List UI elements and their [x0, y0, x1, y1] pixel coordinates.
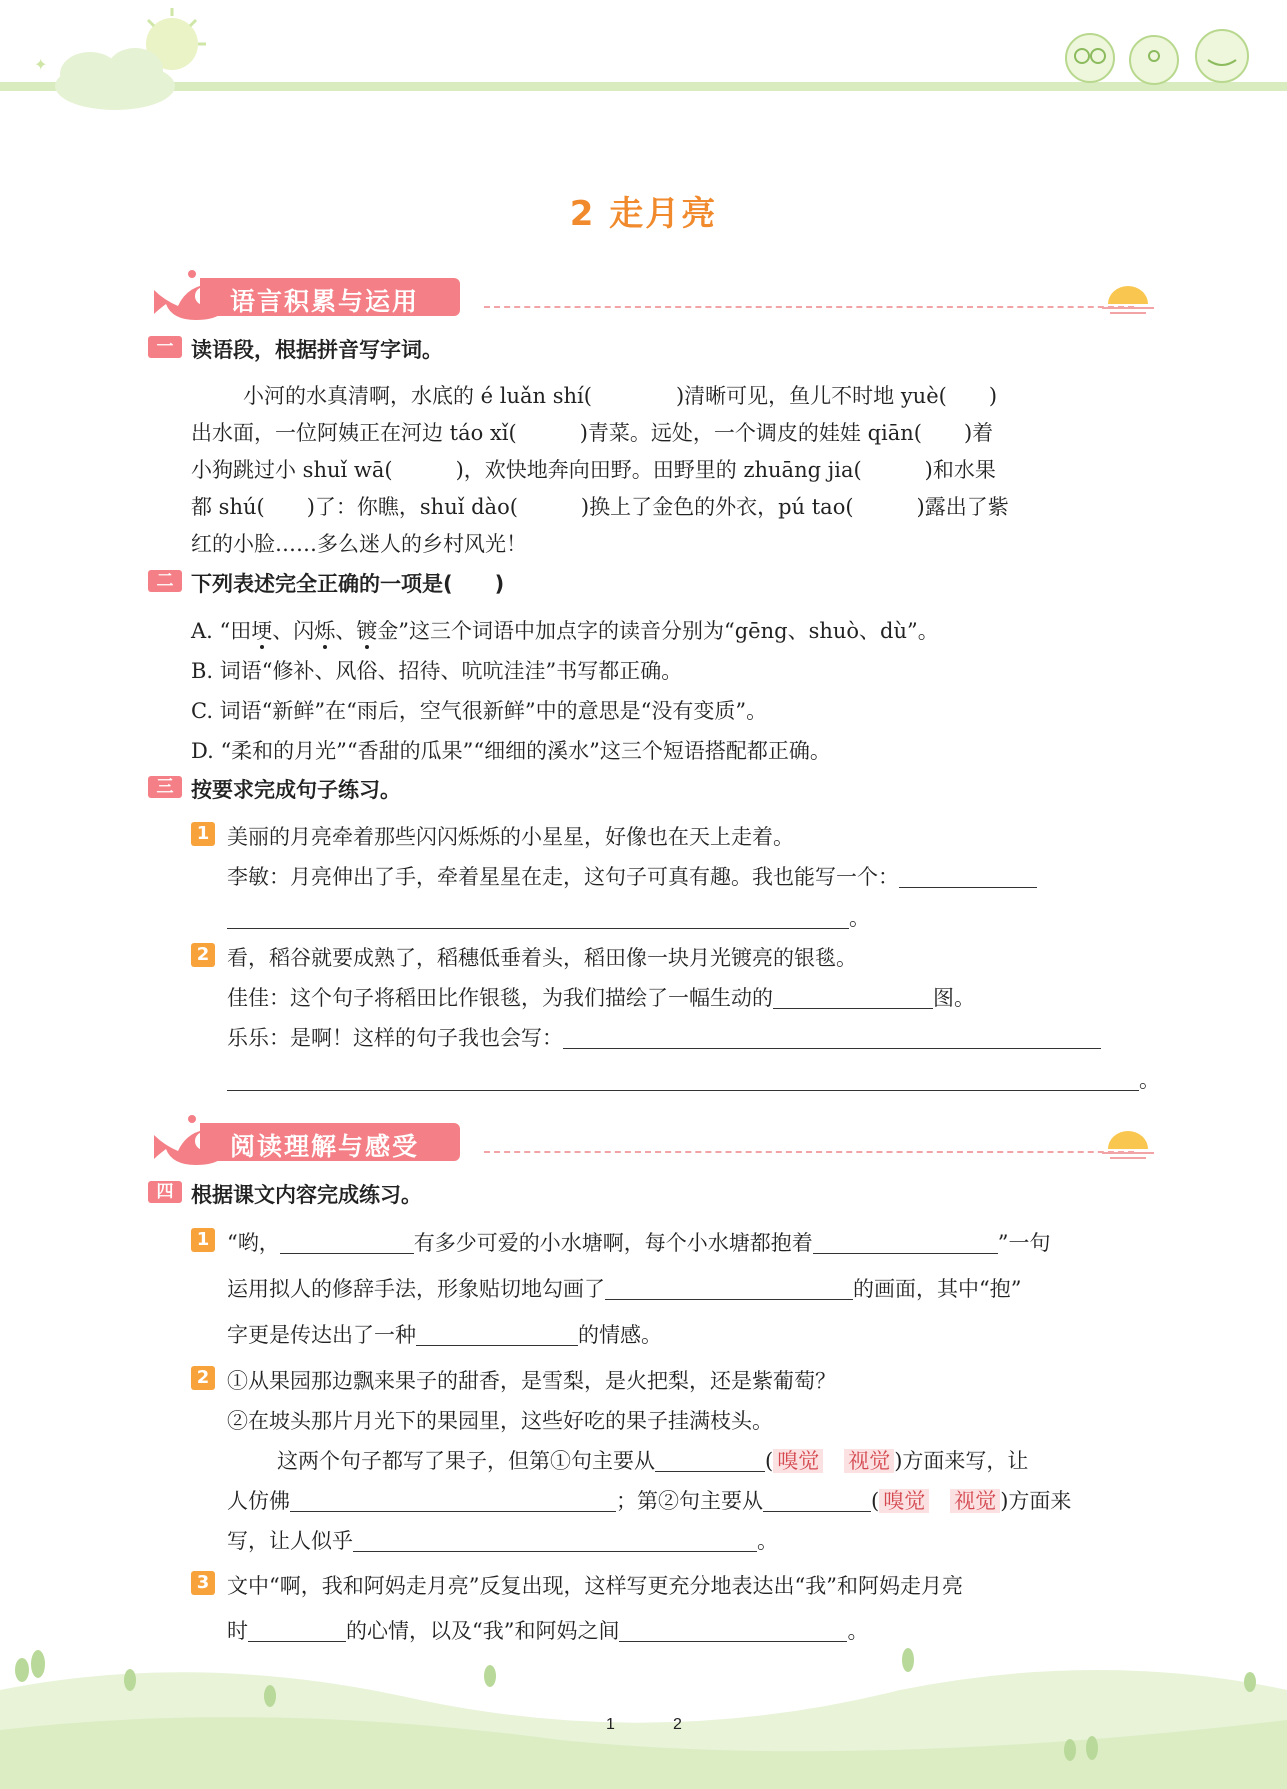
- answer-blank[interactable]: [416, 1324, 578, 1346]
- option-b: B. 词语“修补、风俗、招待、吭吭洼洼”书写都正确。: [191, 659, 683, 683]
- item-text: 时 的心情，以及“我”和阿妈之间 。: [227, 1619, 869, 1643]
- question-title-1: 读语段，根据拼音写字词。: [191, 338, 443, 362]
- item-number: 3: [191, 1571, 215, 1595]
- section-title-language: 语言积累与运用: [230, 287, 420, 316]
- option-c: C. 词语“新鲜”在“雨后，空气很新鲜”中的意思是“没有变质”。: [191, 699, 768, 723]
- question-badge-3: 三: [148, 776, 182, 798]
- answer-blank[interactable]: [605, 1278, 853, 1300]
- answer-blank[interactable]: [280, 1232, 414, 1254]
- question-title-3: 按要求完成句子练习。: [191, 778, 401, 802]
- item-text: 字更是传达出了一种 的情感。: [227, 1323, 662, 1347]
- item-number: 2: [191, 943, 215, 967]
- answer-blank[interactable]: [899, 866, 1037, 888]
- dashed-divider: [484, 306, 1134, 308]
- sun-cloud-decoration: [20, 4, 210, 114]
- item-text: “哟， 有多少可爱的小水塘啊，每个小水塘都抱着 ”一句: [227, 1231, 1051, 1255]
- choice-option[interactable]: 嗅觉: [773, 1449, 823, 1473]
- footer-hills-decoration: [0, 1630, 1287, 1789]
- question-badge-1: 一: [148, 336, 182, 358]
- answer-blank[interactable]: [227, 1069, 1139, 1091]
- answer-blank[interactable]: [227, 907, 849, 929]
- question-badge-2: 二: [148, 570, 182, 592]
- answer-blank[interactable]: [773, 987, 933, 1009]
- animal-faces-decoration: [1058, 20, 1258, 86]
- option-a: A. “田埂、闪烁、镀金”这三个词语中加点字的读音分别为“gēng、shuò、dù”。: [191, 619, 939, 643]
- section-banner-reading: [148, 1113, 1158, 1173]
- item-sentence: ②在坡头那片月光下的果园里，这些好吃的果子挂满枝头。: [227, 1409, 773, 1433]
- choice-option[interactable]: 嗅觉: [879, 1489, 929, 1513]
- section-title-reading: 阅读理解与感受: [230, 1132, 420, 1161]
- option-d: D. “柔和的月光”“香甜的瓜果”“细细的溪水”这三个短语搭配都正确。: [191, 739, 831, 763]
- item-text: 文中“啊，我和阿妈走月亮”反复出现，这样写更充分地表达出“我”和阿妈走月亮: [227, 1574, 963, 1598]
- item-prompt: 乐乐：是啊！这样的句子我也会写：: [227, 1022, 1101, 1052]
- page-number-left: 1: [606, 1716, 615, 1733]
- question-title-4: 根据课文内容完成练习。: [191, 1183, 422, 1207]
- choice-option[interactable]: 视觉: [844, 1449, 894, 1473]
- question-badge-4: 四: [148, 1181, 182, 1203]
- answer-blank[interactable]: [290, 1490, 616, 1512]
- item-number: 1: [191, 822, 215, 846]
- passage-line: 小狗跳过小 shuǐ wā( )，欢快地奔向田野。田野里的 zhuāng jia( )和水果: [191, 458, 996, 482]
- item-prompt: 李敏：月亮伸出了手，牵着星星在走，这句子可真有趣。我也能写一个：: [227, 861, 1037, 891]
- item-answer-line: 。: [227, 1064, 1160, 1094]
- passage-line: 出水面，一位阿姨正在河边 táo xǐ( )青菜。远处，一个调皮的娃娃 qiān( )着: [191, 421, 994, 445]
- item-sentence: 美丽的月亮牵着那些闪闪烁烁的小星星，好像也在天上走着。: [227, 825, 794, 849]
- item-answer-line: 。: [227, 902, 870, 932]
- passage-line: 都 shú( )了：你瞧，shuǐ dào( )换上了金色的外衣，pú tao( )露出了紫: [191, 495, 1009, 519]
- answer-blank[interactable]: [563, 1027, 1101, 1049]
- page-title: 2 走月亮: [569, 194, 718, 234]
- answer-blank[interactable]: [763, 1490, 871, 1512]
- item-text: 写，让人似乎 。: [227, 1529, 778, 1553]
- question-title-2: 下列表述完全正确的一项是( ): [191, 572, 505, 596]
- sunset-icon: [1098, 282, 1158, 318]
- item-number: 1: [191, 1228, 215, 1252]
- item-text: 这两个句子都写了果子，但第①句主要从 ( 嗅觉 视觉 )方面来写，让: [277, 1449, 1029, 1473]
- page-number-right: 2: [673, 1716, 682, 1733]
- passage-line: 红的小脸……多么迷人的乡村风光！: [191, 532, 527, 556]
- answer-blank[interactable]: [655, 1450, 765, 1472]
- item-sentence: 看，稻谷就要成熟了，稻穗低垂着头，稻田像一块月光镀亮的银毯。: [227, 946, 857, 970]
- section-banner-language: [148, 268, 1158, 328]
- passage-line: 小河的水真清啊，水底的 é luǎn shí( )清晰可见，鱼儿不时地 yuè( ): [243, 384, 998, 408]
- dashed-divider: [484, 1151, 1134, 1153]
- item-sentence: ①从果园那边飘来果子的甜香，是雪梨，是火把梨，还是紫葡萄？: [227, 1369, 836, 1393]
- answer-blank[interactable]: [353, 1530, 757, 1552]
- choice-option[interactable]: 视觉: [950, 1489, 1000, 1513]
- item-text: 人仿佛 ；第②句主要从 ( 嗅觉 视觉 )方面来: [227, 1489, 1072, 1513]
- item-prompt: 佳佳：这个句子将稻田比作银毯，为我们描绘了一幅生动的 图。: [227, 986, 975, 1010]
- sunset-icon: [1098, 1127, 1158, 1163]
- item-text: 运用拟人的修辞手法，形象贴切地勾画了 的画面，其中“抱”: [227, 1277, 1022, 1301]
- answer-blank[interactable]: [813, 1232, 998, 1254]
- svg-text:✦: ✦: [34, 55, 48, 74]
- item-number: 2: [191, 1366, 215, 1390]
